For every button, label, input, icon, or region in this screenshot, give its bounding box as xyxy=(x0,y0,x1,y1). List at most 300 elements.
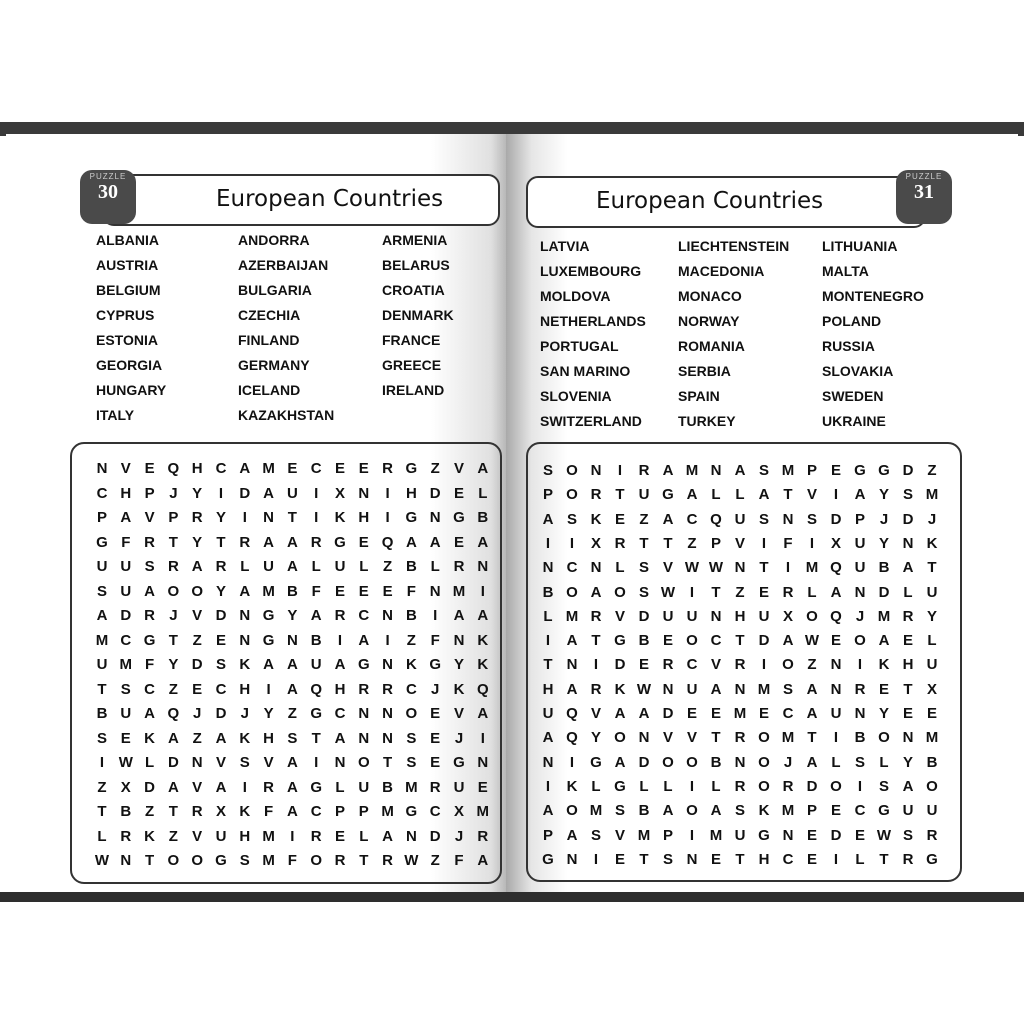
grid-letter[interactable]: W xyxy=(684,559,700,577)
grid-letter[interactable]: B xyxy=(405,607,417,624)
grid-letter[interactable]: N xyxy=(590,462,602,479)
grid-letter[interactable]: F xyxy=(406,582,416,600)
grid-letter[interactable]: M xyxy=(805,559,819,577)
grid-letter[interactable]: Z xyxy=(927,462,937,479)
grid-letter[interactable]: J xyxy=(169,484,178,502)
grid-letter[interactable]: B xyxy=(405,558,417,575)
grid-letter[interactable]: A xyxy=(429,533,441,551)
grid-letter[interactable]: R xyxy=(638,462,650,479)
grid-letter[interactable]: V xyxy=(120,460,131,477)
grid-letter[interactable]: V xyxy=(614,826,625,844)
grid-letter[interactable]: E xyxy=(758,705,769,722)
grid-letter[interactable]: L xyxy=(335,778,345,796)
grid-letter[interactable]: U xyxy=(902,802,914,820)
grid-letter[interactable]: A xyxy=(286,680,298,698)
grid-letter[interactable]: P xyxy=(806,802,817,820)
grid-letter[interactable]: K xyxy=(477,656,489,673)
grid-letter[interactable]: D xyxy=(830,826,842,844)
grid-letter[interactable]: E xyxy=(334,827,345,845)
grid-letter[interactable]: R xyxy=(120,827,132,845)
grid-letter[interactable]: A xyxy=(686,486,698,504)
grid-letter[interactable]: B xyxy=(878,559,890,577)
grid-letter[interactable]: V xyxy=(453,705,464,722)
grid-letter[interactable]: C xyxy=(710,632,722,650)
grid-letter[interactable]: N xyxy=(830,680,842,698)
grid-letter[interactable]: L xyxy=(663,777,673,795)
grid-letter[interactable]: O xyxy=(566,486,578,504)
grid-letter[interactable]: H xyxy=(405,484,417,502)
grid-letter[interactable]: V xyxy=(144,509,155,526)
grid-letter[interactable]: J xyxy=(879,510,889,528)
grid-letter[interactable]: E xyxy=(854,826,865,844)
grid-letter[interactable]: O xyxy=(686,802,698,820)
grid-letter[interactable]: K xyxy=(144,729,156,747)
grid-letter[interactable]: G xyxy=(453,754,465,771)
grid-letter[interactable]: C xyxy=(566,559,578,577)
grid-letter[interactable]: G xyxy=(405,509,418,526)
grid-letter[interactable]: A xyxy=(334,656,346,673)
grid-letter[interactable]: C xyxy=(854,802,866,820)
grid-letter[interactable]: A xyxy=(453,607,465,624)
grid-letter[interactable]: E xyxy=(902,705,913,722)
grid-letter[interactable]: A xyxy=(902,559,914,577)
grid-letter[interactable]: Y xyxy=(215,582,226,600)
grid-letter[interactable]: G xyxy=(758,826,770,844)
grid-letter[interactable]: M xyxy=(262,827,275,845)
grid-letter[interactable]: D xyxy=(215,705,227,722)
grid-letter[interactable]: U xyxy=(638,486,650,504)
grid-letter[interactable]: N xyxy=(734,680,746,698)
grid-letter[interactable]: A xyxy=(358,631,370,649)
grid-letter[interactable]: W xyxy=(404,852,419,869)
grid-letter[interactable]: I xyxy=(99,754,105,771)
grid-letter[interactable]: V xyxy=(662,729,673,747)
grid-letter[interactable]: U xyxy=(830,705,842,722)
grid-letter[interactable]: O xyxy=(191,852,204,869)
grid-letter[interactable]: F xyxy=(264,803,274,820)
grid-letter[interactable]: B xyxy=(542,583,554,601)
grid-letter[interactable]: A xyxy=(566,680,578,698)
grid-letter[interactable]: I xyxy=(785,559,791,577)
grid-letter[interactable]: R xyxy=(614,534,626,552)
grid-letter[interactable]: D xyxy=(191,656,203,673)
grid-letter[interactable]: N xyxy=(662,680,674,698)
grid-letter[interactable]: C xyxy=(334,705,346,722)
grid-letter[interactable]: U xyxy=(96,656,108,673)
grid-letter[interactable]: Q xyxy=(710,510,722,528)
grid-letter[interactable]: S xyxy=(902,826,913,844)
grid-letter[interactable]: Q xyxy=(566,729,578,747)
grid-letter[interactable]: C xyxy=(686,510,698,528)
grid-letter[interactable]: E xyxy=(477,778,488,796)
grid-letter[interactable]: M xyxy=(781,802,795,820)
grid-letter[interactable]: Y xyxy=(453,656,464,673)
grid-letter[interactable]: Y xyxy=(192,484,203,502)
grid-letter[interactable]: O xyxy=(830,777,842,795)
grid-letter[interactable]: A xyxy=(263,656,275,673)
grid-letter[interactable]: T xyxy=(359,852,369,869)
grid-letter[interactable]: O xyxy=(566,462,578,479)
grid-letter[interactable]: A xyxy=(120,509,132,526)
grid-letter[interactable]: S xyxy=(758,510,769,528)
grid-letter[interactable]: I xyxy=(385,484,390,502)
grid-letter[interactable]: L xyxy=(735,486,745,504)
grid-letter[interactable]: Z xyxy=(145,803,155,820)
grid-letter[interactable]: R xyxy=(334,852,346,869)
grid-letter[interactable]: I xyxy=(761,534,767,552)
grid-letter[interactable]: N xyxy=(120,852,132,869)
grid-letter[interactable]: R xyxy=(854,680,866,698)
grid-letter[interactable]: A xyxy=(566,632,578,650)
grid-letter[interactable]: K xyxy=(239,729,251,747)
grid-letter[interactable]: D xyxy=(902,462,914,479)
grid-letter[interactable]: E xyxy=(710,850,721,868)
grid-letter[interactable]: A xyxy=(144,705,156,722)
grid-letter[interactable]: I xyxy=(314,484,319,502)
grid-letter[interactable]: L xyxy=(97,827,107,845)
grid-letter[interactable]: R xyxy=(590,486,602,504)
grid-letter[interactable]: K xyxy=(477,631,489,649)
grid-letter[interactable]: V xyxy=(192,607,203,624)
grid-letter[interactable]: S xyxy=(878,777,889,795)
grid-letter[interactable]: Z xyxy=(687,534,697,552)
grid-letter[interactable]: G xyxy=(357,656,370,673)
grid-letter[interactable]: N xyxy=(191,754,203,771)
grid-letter[interactable]: S xyxy=(120,680,131,698)
grid-letter[interactable]: A xyxy=(286,778,298,796)
grid-letter[interactable]: P xyxy=(806,462,817,479)
grid-letter[interactable]: E xyxy=(120,729,131,747)
grid-letter[interactable]: M xyxy=(925,486,939,504)
grid-letter[interactable]: C xyxy=(310,803,322,820)
grid-letter[interactable]: O xyxy=(686,753,698,771)
grid-letter[interactable]: E xyxy=(830,462,841,479)
grid-letter[interactable]: W xyxy=(876,826,892,844)
grid-letter[interactable]: K xyxy=(878,656,890,674)
grid-letter[interactable]: M xyxy=(925,729,939,747)
grid-letter[interactable]: S xyxy=(590,826,601,844)
grid-letter[interactable]: A xyxy=(263,533,275,551)
grid-letter[interactable]: N xyxy=(239,631,251,649)
grid-letter[interactable]: A xyxy=(638,705,650,722)
grid-letter[interactable]: X xyxy=(453,803,464,820)
grid-letter[interactable]: R xyxy=(310,827,322,845)
grid-letter[interactable]: C xyxy=(782,705,794,722)
grid-letter[interactable]: S xyxy=(239,852,250,869)
grid-letter[interactable]: H xyxy=(239,827,251,845)
grid-letter[interactable]: M xyxy=(637,826,651,844)
grid-letter[interactable]: N xyxy=(902,534,914,552)
grid-letter[interactable]: S xyxy=(287,729,298,747)
grid-letter[interactable]: A xyxy=(902,777,914,795)
grid-letter[interactable]: U xyxy=(215,827,227,845)
grid-letter[interactable]: Y xyxy=(192,533,203,551)
grid-letter[interactable]: F xyxy=(311,582,321,600)
grid-letter[interactable]: A xyxy=(590,583,602,601)
grid-letter[interactable]: R xyxy=(902,607,914,625)
grid-letter[interactable]: T xyxy=(97,680,107,698)
grid-letter[interactable]: D xyxy=(758,632,770,650)
grid-letter[interactable]: O xyxy=(566,583,578,601)
grid-letter[interactable]: E xyxy=(638,656,649,674)
grid-letter[interactable]: Z xyxy=(430,852,440,869)
grid-letter[interactable]: I xyxy=(218,484,224,502)
grid-letter[interactable]: J xyxy=(240,705,249,722)
grid-letter[interactable]: N xyxy=(477,754,489,771)
grid-letter[interactable]: M xyxy=(405,778,418,796)
grid-letter[interactable]: L xyxy=(903,583,913,601)
grid-letter[interactable]: Y xyxy=(878,486,889,504)
grid-letter[interactable]: I xyxy=(545,777,551,795)
grid-letter[interactable]: I xyxy=(266,680,271,698)
grid-letter[interactable]: N xyxy=(686,850,698,868)
grid-letter[interactable]: Z xyxy=(807,656,817,674)
grid-letter[interactable]: S xyxy=(144,558,155,575)
grid-letter[interactable]: X xyxy=(215,803,226,820)
grid-letter[interactable]: U xyxy=(120,705,132,722)
grid-letter[interactable]: A xyxy=(167,729,179,747)
grid-letter[interactable]: L xyxy=(430,558,440,575)
grid-letter[interactable]: A xyxy=(878,632,890,650)
grid-letter[interactable]: A xyxy=(310,607,322,624)
grid-letter[interactable]: I xyxy=(857,777,863,795)
grid-letter[interactable]: A xyxy=(806,705,818,722)
grid-letter[interactable]: L xyxy=(927,632,937,650)
grid-letter[interactable]: D xyxy=(878,583,890,601)
grid-letter[interactable]: B xyxy=(477,509,489,526)
grid-letter[interactable]: V xyxy=(590,705,601,722)
grid-letter[interactable]: E xyxy=(358,460,369,477)
grid-letter[interactable]: Q xyxy=(310,680,323,698)
grid-letter[interactable]: W xyxy=(118,754,133,771)
grid-letter[interactable]: R xyxy=(734,777,746,795)
grid-letter[interactable]: U xyxy=(926,583,938,601)
grid-letter[interactable]: A xyxy=(734,462,746,479)
grid-letter[interactable]: S xyxy=(614,802,625,820)
grid-letter[interactable]: I xyxy=(569,753,575,771)
grid-letter[interactable]: G xyxy=(96,533,108,551)
grid-letter[interactable]: R xyxy=(662,656,674,674)
grid-letter[interactable]: T xyxy=(383,754,393,771)
grid-letter[interactable]: A xyxy=(144,582,156,600)
grid-letter[interactable]: S xyxy=(806,510,817,528)
grid-letter[interactable]: L xyxy=(711,777,721,795)
grid-letter[interactable]: N xyxy=(429,582,441,600)
grid-letter[interactable]: X xyxy=(782,607,793,625)
grid-letter[interactable]: U xyxy=(542,705,554,722)
grid-letter[interactable]: E xyxy=(806,826,817,844)
grid-letter[interactable]: I xyxy=(314,509,319,526)
grid-letter[interactable]: T xyxy=(759,559,769,577)
grid-letter[interactable]: J xyxy=(454,827,464,845)
grid-letter[interactable]: E xyxy=(614,510,625,528)
grid-letter[interactable]: G xyxy=(310,705,323,722)
grid-letter[interactable]: N xyxy=(286,631,298,649)
grid-letter[interactable]: J xyxy=(783,753,793,771)
grid-letter[interactable]: R xyxy=(191,509,203,526)
grid-letter[interactable]: A xyxy=(239,582,251,600)
grid-letter[interactable]: K xyxy=(453,680,465,698)
grid-letter[interactable]: V xyxy=(215,754,226,771)
grid-letter[interactable]: S xyxy=(406,754,417,771)
grid-letter[interactable]: Z xyxy=(192,729,202,747)
grid-letter[interactable]: I xyxy=(857,656,863,674)
grid-letter[interactable]: A xyxy=(830,583,842,601)
grid-letter[interactable]: C xyxy=(358,607,370,624)
grid-letter[interactable]: T xyxy=(591,632,601,650)
grid-letter[interactable]: O xyxy=(167,852,180,869)
grid-letter[interactable]: B xyxy=(120,803,132,820)
grid-letter[interactable]: T xyxy=(735,632,745,650)
grid-letter[interactable]: D xyxy=(662,705,674,722)
grid-letter[interactable]: N xyxy=(334,754,346,771)
grid-letter[interactable]: Z xyxy=(168,680,178,698)
grid-letter[interactable]: X xyxy=(334,484,345,502)
grid-letter[interactable]: E xyxy=(334,582,345,600)
grid-letter[interactable]: A xyxy=(477,533,489,551)
grid-letter[interactable]: S xyxy=(96,729,107,747)
grid-letter[interactable]: E xyxy=(215,631,226,649)
grid-letter[interactable]: N xyxy=(710,607,722,625)
grid-letter[interactable]: G xyxy=(262,631,275,649)
grid-letter[interactable]: L xyxy=(855,850,865,868)
grid-letter[interactable]: G xyxy=(926,850,938,868)
grid-letter[interactable]: R xyxy=(167,558,179,575)
grid-letter[interactable]: I xyxy=(689,583,695,601)
grid-letter[interactable]: Q xyxy=(167,705,180,722)
grid-letter[interactable]: Y xyxy=(902,753,913,771)
grid-letter[interactable]: S xyxy=(902,486,913,504)
grid-letter[interactable]: A xyxy=(782,632,794,650)
grid-letter[interactable]: X xyxy=(830,534,841,552)
grid-letter[interactable]: G xyxy=(878,462,890,479)
grid-letter[interactable]: T xyxy=(97,803,107,820)
grid-letter[interactable]: P xyxy=(854,510,865,528)
grid-letter[interactable]: V xyxy=(453,460,464,477)
grid-letter[interactable]: I xyxy=(593,850,599,868)
grid-letter[interactable]: G xyxy=(614,777,626,795)
grid-letter[interactable]: P xyxy=(542,826,553,844)
grid-letter[interactable]: E xyxy=(662,632,673,650)
grid-letter[interactable]: I xyxy=(385,509,390,526)
grid-letter[interactable]: I xyxy=(689,777,695,795)
grid-letter[interactable]: R xyxy=(782,777,794,795)
grid-letter[interactable]: C xyxy=(215,460,227,477)
grid-letter[interactable]: E xyxy=(806,850,817,868)
grid-letter[interactable]: N xyxy=(902,729,914,747)
grid-letter[interactable]: E xyxy=(430,705,441,722)
grid-letter[interactable]: I xyxy=(569,534,575,552)
grid-letter[interactable]: C xyxy=(405,680,417,698)
grid-letter[interactable]: N xyxy=(358,484,370,502)
grid-letter[interactable]: H xyxy=(191,460,203,477)
grid-letter[interactable]: N xyxy=(382,729,394,747)
grid-letter[interactable]: R xyxy=(429,778,441,796)
grid-letter[interactable]: A xyxy=(662,802,674,820)
grid-letter[interactable]: B xyxy=(96,705,108,722)
grid-letter[interactable]: I xyxy=(593,656,599,674)
grid-letter[interactable]: Q xyxy=(476,680,489,698)
grid-letter[interactable]: S xyxy=(638,583,649,601)
grid-letter[interactable]: M xyxy=(119,656,133,673)
grid-letter[interactable]: G xyxy=(854,462,866,479)
grid-letter[interactable]: K xyxy=(926,534,938,552)
grid-letter[interactable]: G xyxy=(878,802,890,820)
grid-letter[interactable]: K xyxy=(566,777,578,795)
grid-letter[interactable]: D xyxy=(429,827,441,845)
grid-letter[interactable]: L xyxy=(711,486,721,504)
grid-letter[interactable]: M xyxy=(733,705,747,722)
grid-letter[interactable]: R xyxy=(382,460,394,477)
grid-letter[interactable]: N xyxy=(358,729,370,747)
grid-letter[interactable]: H xyxy=(239,680,251,698)
grid-letter[interactable]: M xyxy=(95,631,109,649)
grid-letter[interactable]: P xyxy=(662,826,673,844)
grid-letter[interactable]: D xyxy=(167,754,179,771)
grid-letter[interactable]: L xyxy=(478,484,488,502)
grid-letter[interactable]: E xyxy=(878,680,889,698)
grid-letter[interactable]: N xyxy=(542,753,554,771)
grid-letter[interactable]: P xyxy=(710,534,721,552)
grid-letter[interactable]: E xyxy=(382,582,393,600)
grid-letter[interactable]: H xyxy=(263,729,275,747)
grid-letter[interactable]: E xyxy=(453,484,464,502)
grid-letter[interactable]: T xyxy=(168,631,178,649)
grid-letter[interactable]: I xyxy=(314,754,319,771)
grid-letter[interactable]: K xyxy=(405,656,417,673)
grid-letter[interactable]: Z xyxy=(192,631,202,649)
grid-letter[interactable]: N xyxy=(382,705,394,722)
grid-letter[interactable]: G xyxy=(429,656,442,673)
grid-letter[interactable]: G xyxy=(405,460,418,477)
grid-letter[interactable]: A xyxy=(334,729,346,747)
grid-letter[interactable]: N xyxy=(830,656,842,674)
grid-letter[interactable]: B xyxy=(310,631,322,649)
grid-letter[interactable]: X xyxy=(590,534,601,552)
grid-letter[interactable]: M xyxy=(262,460,275,477)
grid-letter[interactable]: U xyxy=(358,778,370,796)
grid-letter[interactable]: M xyxy=(709,826,723,844)
grid-letter[interactable]: J xyxy=(927,510,937,528)
grid-letter[interactable]: R xyxy=(477,827,489,845)
grid-letter[interactable]: T xyxy=(711,583,721,601)
grid-letter[interactable]: A xyxy=(477,852,489,869)
grid-letter[interactable]: I xyxy=(833,729,839,747)
grid-letter[interactable]: P xyxy=(168,509,179,526)
grid-letter[interactable]: O xyxy=(758,729,770,747)
grid-letter[interactable]: R xyxy=(144,533,156,551)
grid-letter[interactable]: A xyxy=(758,486,770,504)
grid-letter[interactable]: A xyxy=(286,656,298,673)
grid-letter[interactable]: V xyxy=(614,607,625,625)
grid-letter[interactable]: F xyxy=(783,534,793,552)
grid-letter[interactable]: M xyxy=(781,729,795,747)
grid-letter[interactable]: U xyxy=(334,558,346,575)
grid-letter[interactable]: A xyxy=(662,510,674,528)
grid-letter[interactable]: N xyxy=(854,583,866,601)
grid-letter[interactable]: U xyxy=(453,778,465,796)
grid-letter[interactable]: U xyxy=(686,607,698,625)
grid-letter[interactable]: Z xyxy=(383,558,393,575)
grid-letter[interactable]: N xyxy=(239,607,251,624)
grid-letter[interactable]: P xyxy=(542,486,553,504)
grid-letter[interactable]: T xyxy=(903,680,913,698)
grid-letter[interactable]: N xyxy=(263,509,275,526)
grid-letter[interactable]: A xyxy=(286,558,298,575)
grid-letter[interactable]: C xyxy=(96,484,108,502)
grid-letter[interactable]: E xyxy=(453,533,464,551)
grid-letter[interactable]: D xyxy=(614,656,626,674)
